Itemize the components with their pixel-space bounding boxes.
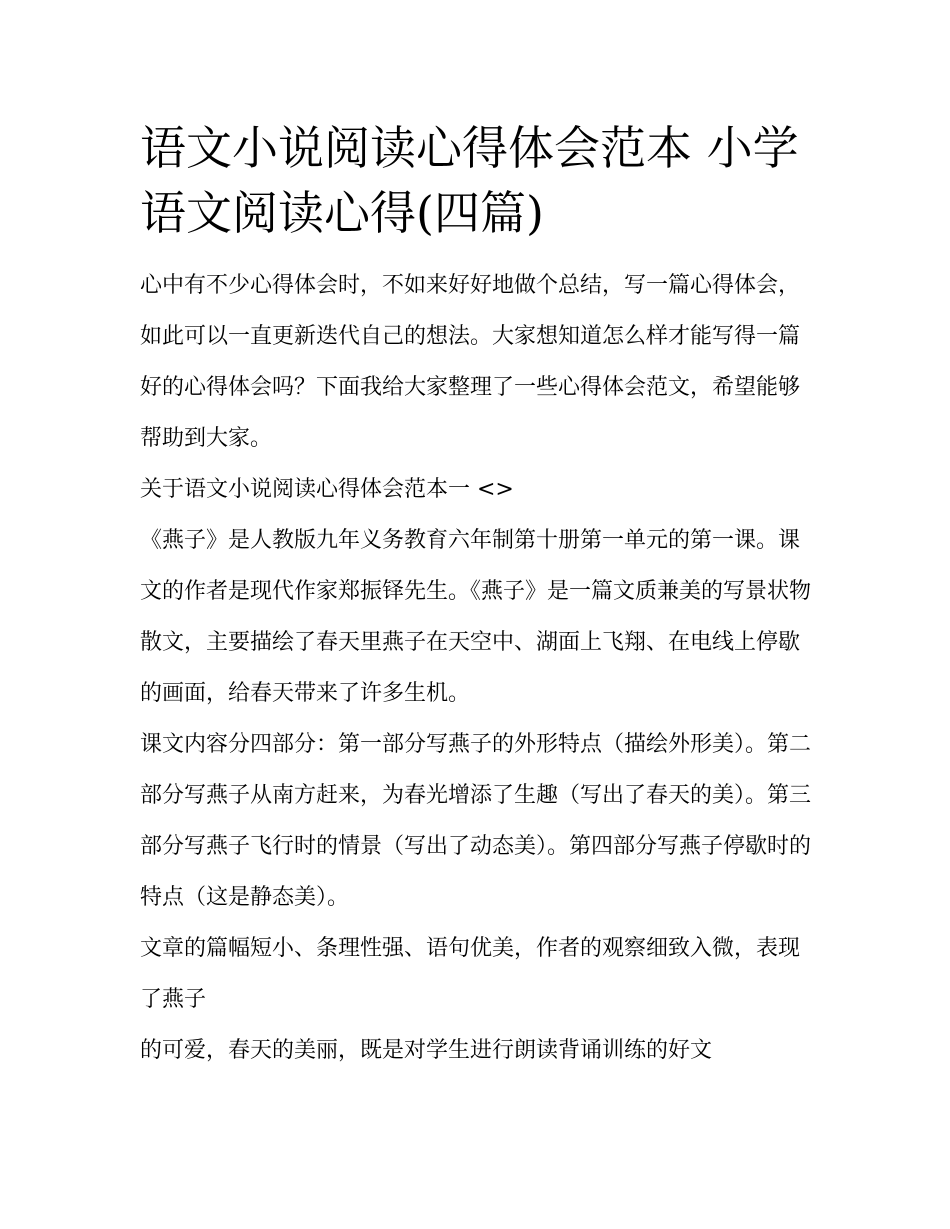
section-heading: 关于语文小说阅读心得体会范本一 <> xyxy=(140,477,514,502)
document-content xyxy=(140,116,820,1076)
body-paragraph-4: 的可爱，春天的美丽，既是对学生进行朗读背诵训练的好文 xyxy=(140,1038,713,1063)
document-title: 语文小说阅读心得体会范本 小学语文阅读心得(四篇) xyxy=(140,121,799,240)
body-paragraph-3: 文章的篇幅短小、条理性强、语句优美，作者的观察细致入微，表现了燕子 xyxy=(140,936,801,1012)
body-paragraph-1: 《燕子》是人教版九年义务教育六年制第十册第一单元的第一课。课文的作者是现代作家郑振铎先生。《燕子》是一篇文质兼美的写景状物散文，主要描绘了春天里燕子在天空中、湖面上飞翔、在电线上停歇的画面，给春天带来了许多生机。 xyxy=(140,528,812,706)
body-paragraph-2: 课文内容分四部分：第一部分写燕子的外形特点（描绘外形美）。第二部分写燕子从南方赶来，为春光增添了生趣（写出了春天的美）。第三部分写燕子飞行时的情景（写出了动态美）。第四部分写燕子停歇时的特点（这是静态美）。 xyxy=(140,732,812,910)
intro-paragraph: 心中有不少心得体会时，不如来好好地做个总结，写一篇心得体会，如此可以一直更新迭代自己的想法。大家想知道怎么样才能写得一篇好的心得体会吗？下面我给大家整理了一些心得体会范文，希望能够帮助到大家。 xyxy=(140,273,801,451)
